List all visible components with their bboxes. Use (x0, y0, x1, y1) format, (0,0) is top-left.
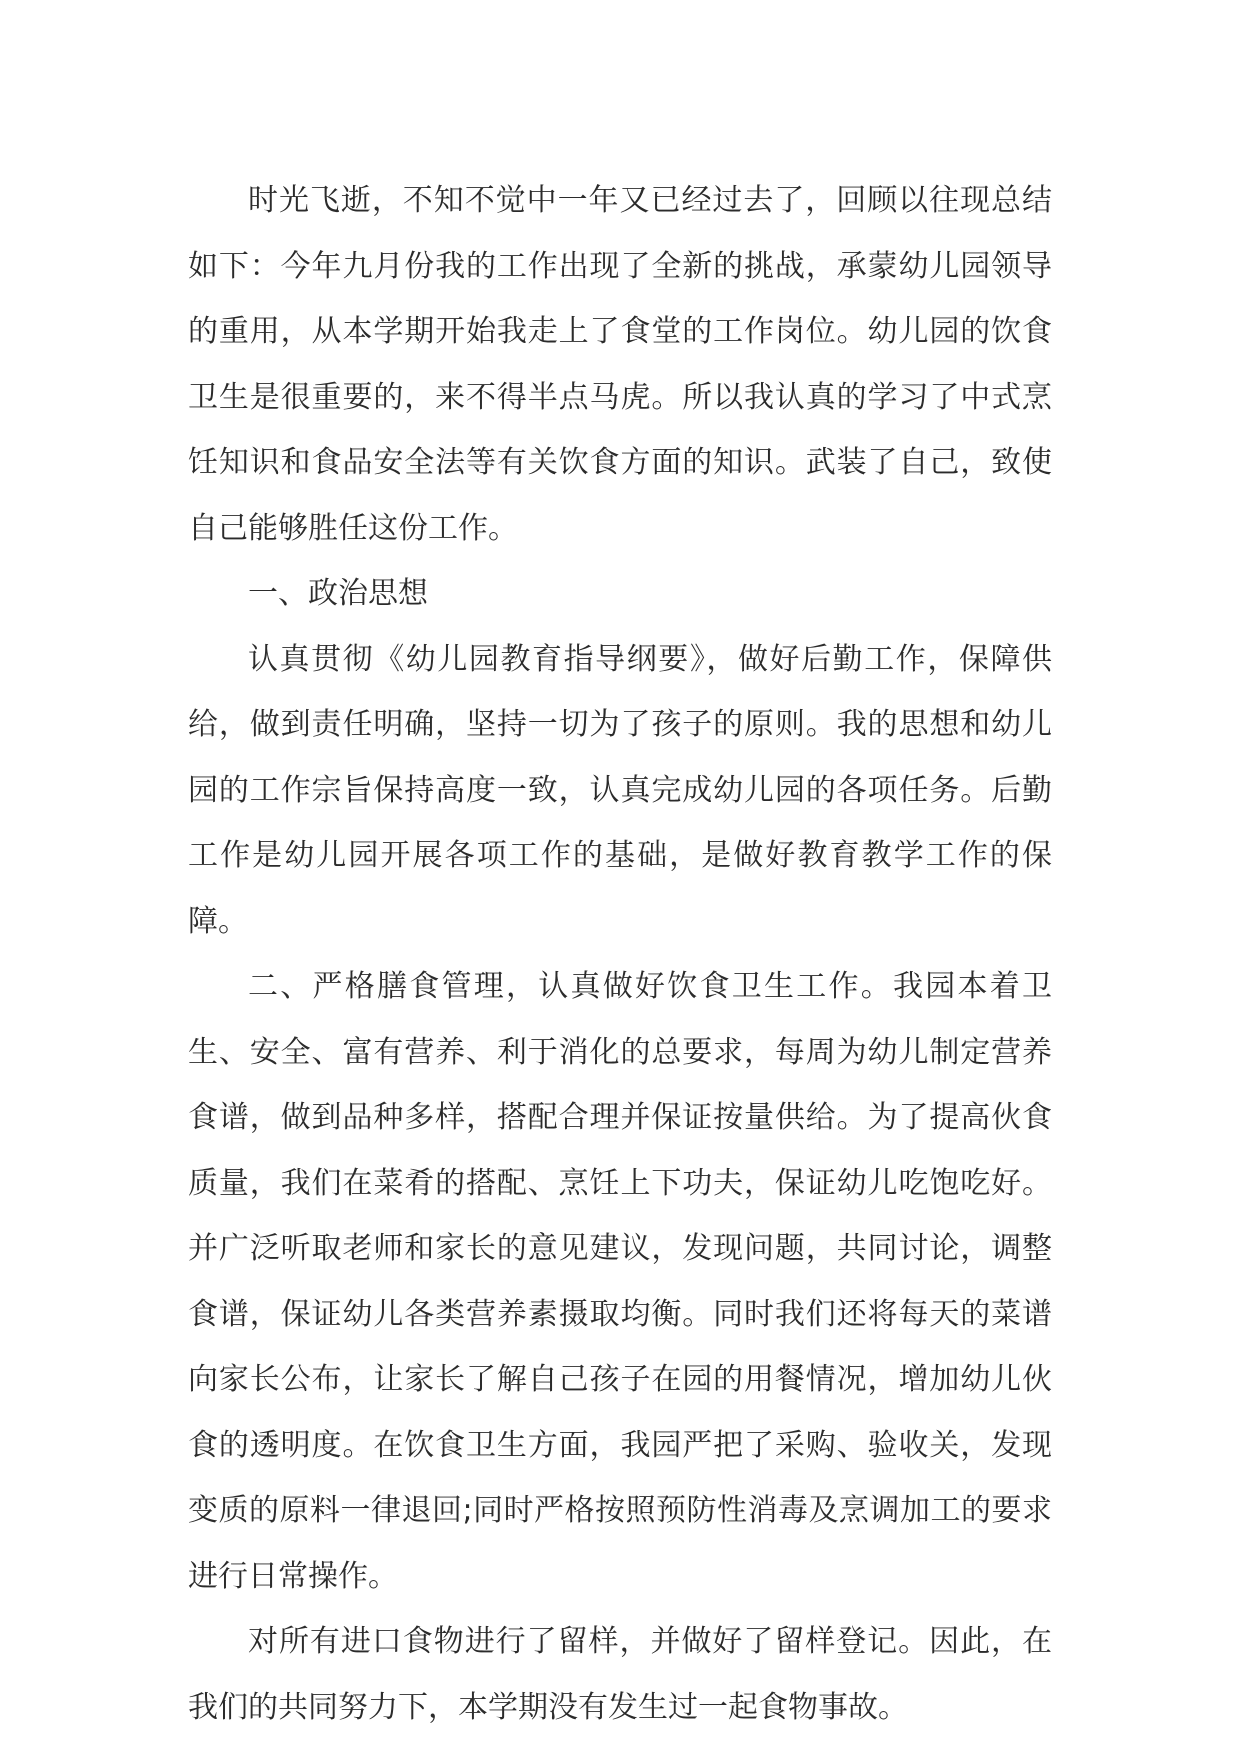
document-body (188, 168, 1052, 1740)
section-heading-political-thought: 一、政治思想 (248, 576, 428, 611)
paragraph-intro: 时光飞逝，不知不觉中一年又已经过去了，回顾以往现总结如下：今年九月份我的工作出现了全新的挑战，承蒙幼儿园领导的重用，从本学期开始我走上了食堂的工作岗位。幼儿园的饮食卫生是很重要的，来不得半点马虎。所以我认真的学习了中式烹饪知识和食品安全法等有关饮食方面的知识。武装了自己，致使自己能够胜任这份工作。 (188, 183, 1052, 546)
paragraph-political-thought: 认真贯彻《幼儿园教育指导纲要》，做好后勤工作，保障供给，做到责任明确，坚持一切为了孩子的原则。我的思想和幼儿园的工作宗旨保持高度一致，认真完成幼儿园的各项任务。后勤工作是幼儿园开展各项工作的基础，是做好教育教学工作的保障。 (188, 641, 1052, 939)
paragraph-food-samples: 对所有进口食物进行了留样，并做好了留样登记。因此，在我们的共同努力下，本学期没有发生过一起食物事故。 (188, 1624, 1052, 1725)
paragraph-diet-management: 二、严格膳食管理，认真做好饮食卫生工作。我园本着卫生、安全、富有营养、利于消化的总要求，每周为幼儿制定营养食谱，做到品种多样，搭配合理并保证按量供给。为了提高伙食质量，我们在菜肴的搭配、烹饪上下功夫，保证幼儿吃饱吃好。并广泛听取老师和家长的意见建议，发现问题，共同讨论，调整食谱，保证幼儿各类营养素摄取均衡。同时我们还将每天的菜谱向家长公布，让家长了解自己孩子在园的用餐情况，增加幼儿伙食的透明度。在饮食卫生方面，我园严把了采购、验收关，发现变质的原料一律退回;同时严格按照预防性消毒及烹调加工的要求进行日常操作。 (188, 969, 1052, 1594)
